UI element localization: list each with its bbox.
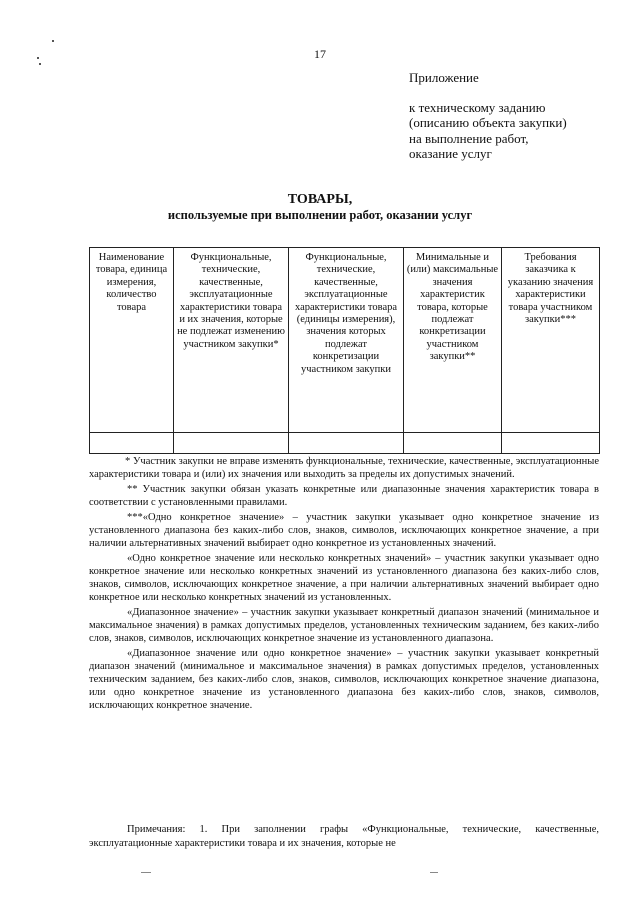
document-title: ТОВАРЫ,: [287, 192, 353, 207]
footnote-3-option: «Одно конкретное значение или несколько конкретных значений» – участник закупки указывает одно конкретное значение или несколько конкретных значений из установленного диапазона без каких-либо слов, знаков, символов, исключающих конкретное значение, а при наличии альтернативных значений выбирает одно конкретное или несколько конкретных значений из установленных.: [89, 553, 599, 603]
remarks-paragraph: Примечания: 1. При заполнении графы «Функциональные, технические, качественные, эксплуатационные характеристики товара и их значения, которые не: [89, 824, 599, 849]
footnotes: [89, 455, 599, 714]
header-cell-min-max-values: Минимальные и (или) максимальные значения характеристик товара, которые подлежат конкретизации участником закупки**: [404, 248, 502, 433]
footnote-3: ***«Одно конкретное значение» – участник закупки указывает одно конкретное значение из установленного диапазона без каких-либо слов, знаков, символов, исключающих конкретное значение, а при наличии альтернативных значений выбирает одно конкретное из установленных значений.: [89, 512, 599, 549]
scan-line: [141, 872, 151, 873]
header-cell-fixed-characteristics: Функциональные, технические, качественные, эксплуатационные характеристики товара и их значения, которые не подлежат изменению участником закупки*: [174, 248, 289, 433]
appendix-title: Приложение: [409, 70, 479, 85]
header-cell-variable-characteristics: Функциональные, технические, качественные, эксплуатационные характеристики товара (единицы измерения), значения которых подлежат конкретизации участником закупки: [289, 248, 404, 433]
scan-speck: [39, 63, 41, 65]
appendix-line: оказание услуг: [409, 146, 492, 161]
footnote-1: * Участник закупки не вправе изменять функциональные, технические, качественные, эксплуатационные характеристики товара и (или) их значения или выходить за пределы их допустимых значений.: [89, 456, 599, 480]
footnote-2: ** Участник закупки обязан указать конкретные или диапазонные значения характеристик товара в соответствии с установленными правилами.: [89, 484, 599, 508]
footnote-3-option: «Диапазонное значение» – участник закупки указывает конкретный диапазон значений (минимальное и максимальное значения) в рамках допустимых пределов, установленных техническим заданием, без каких-либо слов, знаков, символов, исключающих конкретное значение из установленного диапазона.: [89, 607, 599, 644]
table-cell: [90, 433, 174, 454]
scan-line: [430, 872, 438, 873]
page-number: 17: [314, 47, 326, 61]
table-cell: [289, 433, 404, 454]
table-cell: [502, 433, 600, 454]
header-cell-customer-requirements: Требования заказчика к указанию значения характеристики товара участником закупки***: [502, 248, 600, 433]
scan-speck: [52, 40, 54, 42]
appendix-line: к техническому заданию: [409, 99, 546, 115]
table-cell: [404, 433, 502, 454]
table-header-row: [90, 248, 600, 433]
appendix-block: [409, 70, 567, 162]
footnote-3-option: «Диапазонное значение или одно конкретное значение» – участник закупки указывает конкретный диапазон значений (минимальное и максимальное значения) в рамках допустимых пределов, установленных техническим заданием, без каких-либо слов, знаков, символов, исключающих конкретное значение диапазона, или одно конкретное значение из установленного диапазона без каких-либо слов, знаков, символов, исключающих конкретное значение.: [89, 648, 599, 711]
header-cell-name: Наименование товара, единица измерения, количество товара: [90, 248, 174, 433]
appendix-line: (описанию объекта закупки): [409, 115, 567, 130]
table-row: [90, 433, 600, 454]
document-subtitle: используемые при выполнении работ, оказании услуг: [167, 208, 473, 222]
goods-table: [89, 247, 600, 454]
appendix-line: на выполнение работ,: [409, 130, 529, 146]
table-cell: [174, 433, 289, 454]
